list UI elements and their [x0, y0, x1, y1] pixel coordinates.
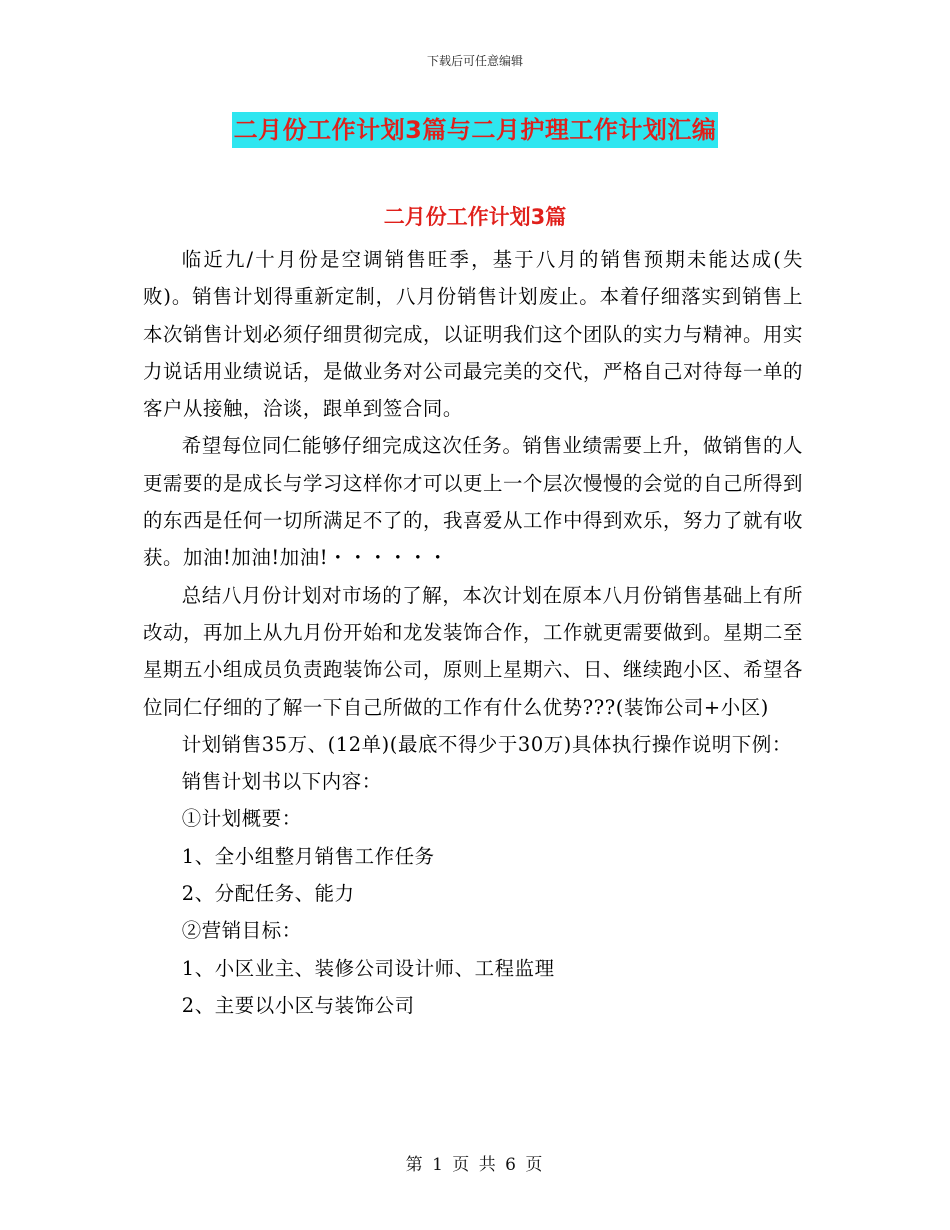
list-line: ②营销目标：	[181, 919, 302, 943]
list-line: 销售计划书以下内容：	[181, 770, 382, 794]
paragraph: 总结八月份计划对市场的了解，本次计划在原本八月份销售基础上有所改动，再加上从九月份开始和龙发装饰合作，工作就更需要做到。星期二至星期五小组成员负责跑装饰公司，原则上星期六、日、继续跑小区、希望各位同仁仔细的了解一下自己所做的工作有什么优势???(装饰公司+小区)	[143, 583, 803, 719]
list-line: ①计划概要：	[181, 807, 302, 831]
document-title: 二月份工作计划3篇与二月护理工作计划汇编	[232, 112, 719, 148]
paragraph: 临近九/十月份是空调销售旺季，基于八月的销售预期未能达成(失败)。销售计划得重新定制，八月份销售计划废止。本着仔细落实到销售上本次销售计划必须仔细贯彻完成，以证明我们这个团队的实力与精神。用实力说话用业绩说话，是做业务对公司最完美的交代，严格自己对待每一单的客户从接触，洽谈，跟单到签合同。	[143, 248, 803, 421]
list-line: 1、小区业主、装修公司设计师、工程监理	[181, 956, 555, 980]
header-note: 下载后可任意编辑	[426, 54, 523, 68]
document-body	[143, 241, 803, 1024]
list-line: 2、主要以小区与装饰公司	[181, 993, 415, 1017]
paragraph: 计划销售35万、(12单)(最底不得少于30万)具体执行操作说明下例：	[181, 732, 792, 756]
main-title-container	[0, 112, 950, 148]
list-line: 2、分配任务、能力	[181, 882, 355, 906]
paragraph: 希望每位同仁能够仔细完成这次任务。销售业绩需要上升，做销售的人更需要的是成长与学习这样你才可以更上一个层次慢慢的会觉的自己所得到的东西是任何一切所满足不了的，我喜爱从工作中得到欢乐，努力了就有收获。加油!加油!加油!・・・・・・	[143, 434, 803, 570]
section-title: 二月份工作计划3篇	[383, 205, 567, 229]
list-line: 1、全小组整月销售工作任务	[181, 844, 435, 868]
page-footer: 第 1 页 共 6 页	[405, 1155, 545, 1175]
